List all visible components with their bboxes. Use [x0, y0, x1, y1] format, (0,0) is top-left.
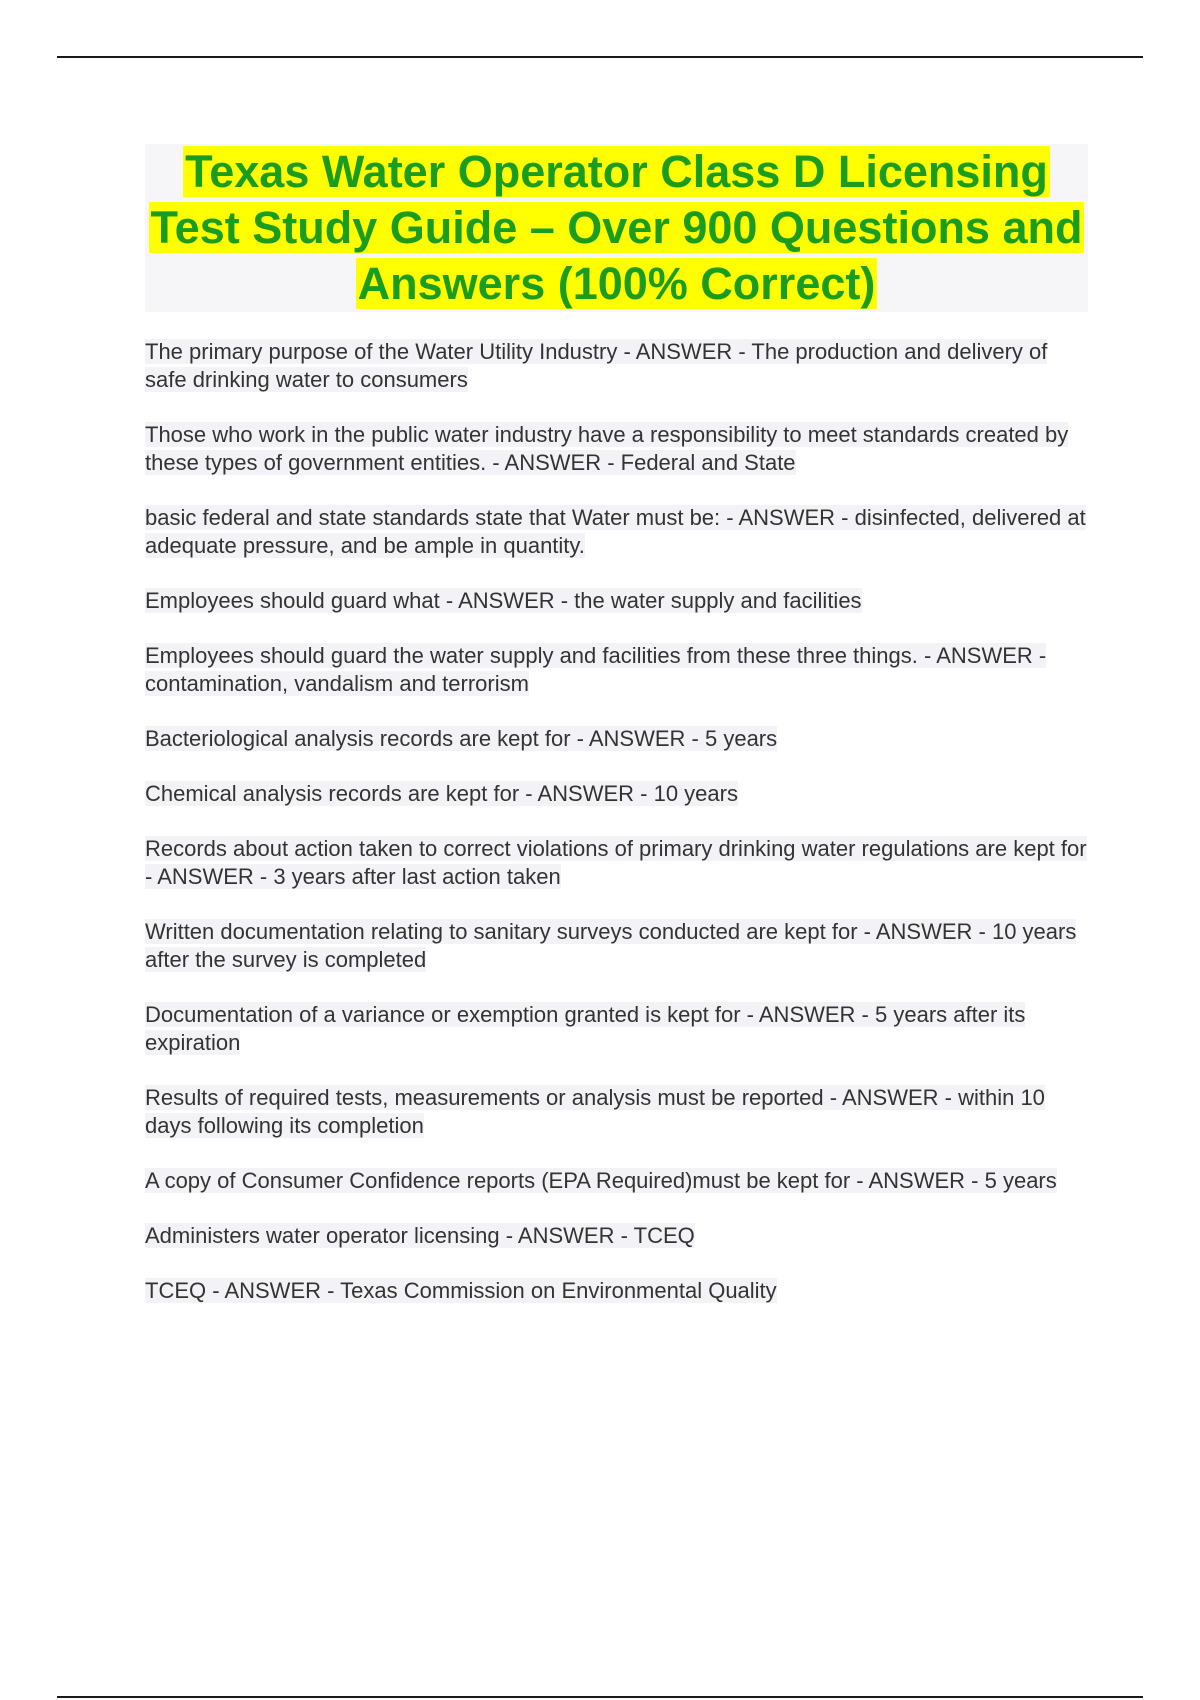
qa-item: Chemical analysis records are kept for - ANSWER - 10 years: [145, 781, 738, 806]
document-title: [145, 144, 1088, 312]
qa-item: Employees should guard the water supply and facilities from these three things. - ANSWER - contamination, vandalism and terrorism: [145, 643, 1047, 696]
qa-item: Written documentation relating to sanitary surveys conducted are kept for - ANSWER - 10 years after the survey is completed: [145, 919, 1077, 972]
qa-item: Bacteriological analysis records are kept for - ANSWER - 5 years: [145, 726, 778, 751]
qa-list: [145, 338, 1095, 1332]
top-rule: [57, 56, 1143, 58]
qa-item: Those who work in the public water industry have a responsibility to meet standards created by these types of government entities. - ANSWER - Federal and State: [145, 422, 1069, 475]
qa-item: The primary purpose of the Water Utility Industry - ANSWER - The production and delivery of safe drinking water to consumers: [145, 339, 1048, 392]
qa-item: Employees should guard what - ANSWER - the water supply and facilities: [145, 588, 862, 613]
qa-item: Documentation of a variance or exemption granted is kept for - ANSWER - 5 years after its expiration: [145, 1002, 1026, 1055]
bottom-rule: [57, 1696, 1143, 1698]
qa-item: basic federal and state standards state that Water must be: - ANSWER - disinfected, delivered at adequate pressure, and be ample in quantity.: [145, 505, 1086, 558]
qa-item: A copy of Consumer Confidence reports (EPA Required)must be kept for - ANSWER - 5 years: [145, 1168, 1057, 1193]
qa-item: Records about action taken to correct violations of primary drinking water regulations are kept for - ANSWER - 3 years after last action taken: [145, 836, 1087, 889]
title-highlight: Texas Water Operator Class D Licensing Test Study Guide – Over 900 Questions and Answers (100% Correct): [150, 146, 1083, 309]
qa-item: Results of required tests, measurements or analysis must be reported - ANSWER - within 10 days following its completion: [145, 1085, 1045, 1138]
qa-item: TCEQ - ANSWER - Texas Commission on Environmental Quality: [145, 1278, 777, 1303]
qa-item: Administers water operator licensing - ANSWER - TCEQ: [145, 1223, 695, 1248]
